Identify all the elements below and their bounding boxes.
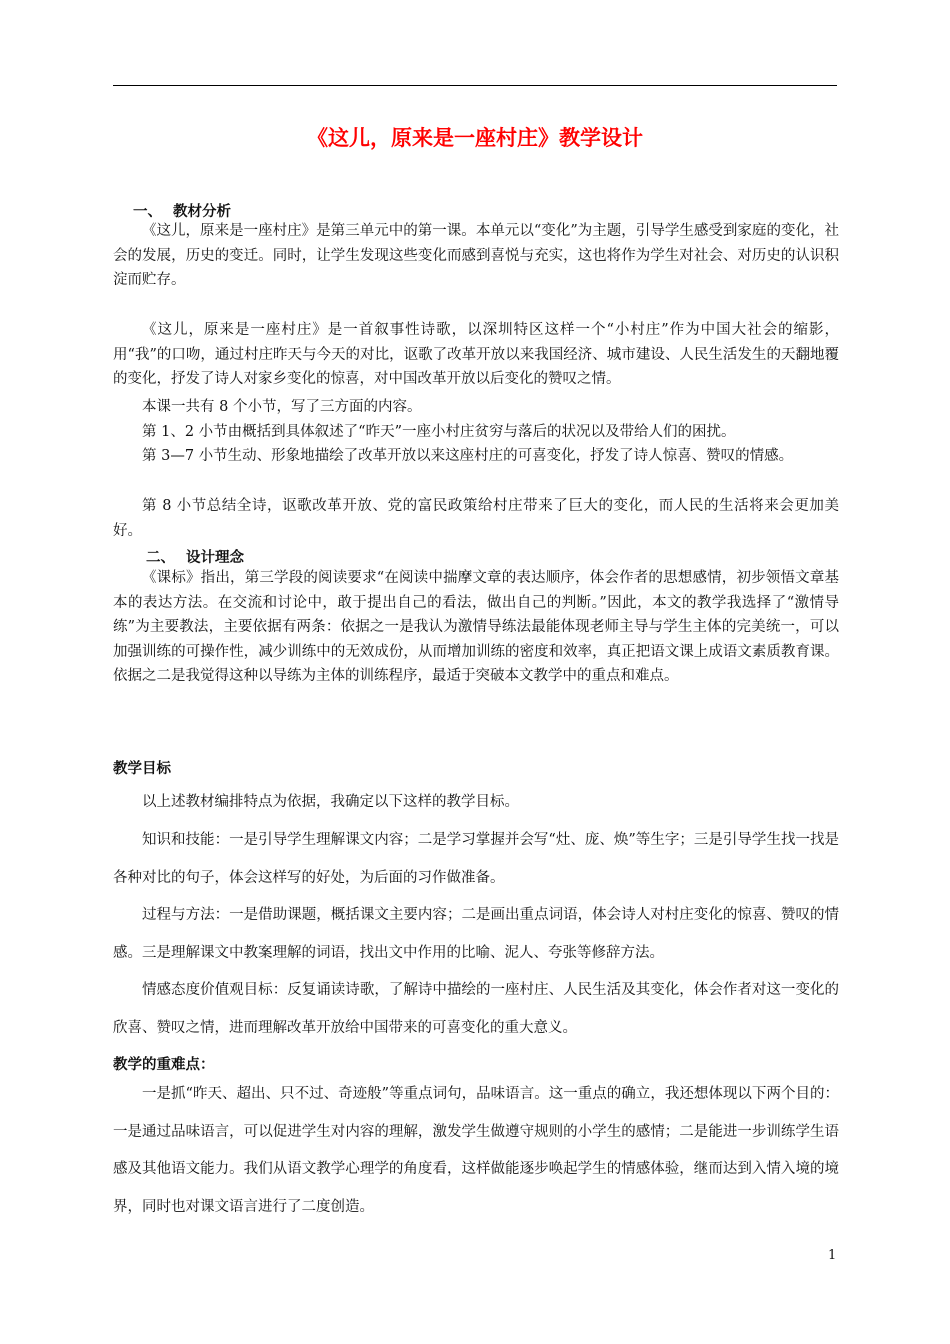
paragraph: 第 3—7 小节生动、形象地描绘了改革开放以来这座村庄的可喜变化，抒发了诗人惊喜、赞叹的情感。 xyxy=(142,448,794,464)
section-title: 教材分析 xyxy=(173,204,231,220)
paragraph: 情感态度价值观目标：反复诵读诗歌，了解诗中描绘的一座村庄、人民生活及其变化，体会作者对这一变化的欣喜、赞叹之情，进而理解改革开放给中国带来的可喜变化的重大意义。 xyxy=(113,982,839,1036)
paragraph: 《这儿，原来是一座村庄》是第三单元中的第一课。本单元以“变化”为主题，引导学生感受到家庭的变化，社会的发展，历史的变迁。同时，让学生发现这些变化而感到喜悦与充实，这也将作为学生对社会、对历史的认识积淀而贮存。 xyxy=(113,223,839,288)
section-number: 一、 xyxy=(133,204,162,220)
paragraph: 第 1、2 小节由概括到具体叙述了“昨天”一座小村庄贫穷与落后的状况以及带给人们的困扰。 xyxy=(142,424,736,440)
page-number: 1 xyxy=(828,1248,837,1263)
paragraph: 第 8 小节总结全诗，讴歌改革开放、党的富民政策给村庄带来了巨大的变化，而人民的生活将来会更加美好。 xyxy=(113,498,839,539)
paragraph: 一是抓“昨天、超出、只不过、奇迹般”等重点词句，品味语言。这一重点的确立，我还想体现以下两个目的：一是通过品味语言，可以促进学生对内容的理解，激发学生做遵守规则的小学生的感情；二是能进一步训练学生语感及其他语文能力。我们从语文教学心理学的角度看，这样做能逐步唤起学生的情感体验，继而达到入情入境的境界，同时也对课文语言进行了二度创造。 xyxy=(113,1086,839,1215)
header-rule xyxy=(113,85,837,86)
paragraph: 知识和技能：一是引导学生理解课文内容；二是学习掌握并会写“灶、庞、焕”等生字；三是引导学生找一找是各种对比的句子，体会这样写的好处，为后面的习作做准备。 xyxy=(113,832,839,886)
paragraph: 《课标》指出，第三学段的阅读要求“在阅读中揣摩文章的表达顺序，体会作者的思想感情，初步领悟文章基本的表达方法。在交流和讨论中，敢于提出自己的看法，做出自己的判断。”因此，本文的教学我选择了“激情导练”为主要教法，主要依据有两条：依据之一是我认为激情导练法最能体现老师主导与学生主体的完美统一，可以加强训练的可操作性，减少训练中的无效成份，从而增加训练的密度和效率，真正把语文课上成语文素质教育课。依据之二是我觉得这种以导练为主体的训练程序，最适于突破本文教学中的重点和难点。 xyxy=(113,570,839,684)
goals-heading: 教学目标 xyxy=(113,761,171,777)
document-title: 《这儿，原来是一座村庄》教学设计 xyxy=(307,126,643,150)
paragraph: 本课一共有 8 个小节，写了三方面的内容。 xyxy=(142,399,422,415)
section-title: 设计理念 xyxy=(186,550,244,566)
section-heading-materials xyxy=(133,200,231,221)
section-number: 二、 xyxy=(146,550,175,566)
section-heading-concept xyxy=(146,546,244,567)
paragraph: 过程与方法：一是借助课题，概括课文主要内容；二是画出重点词语，体会诗人对村庄变化的惊喜、赞叹的情感。三是理解课文中教案理解的词语，找出文中作用的比喻、泥人、夸张等修辞方法。 xyxy=(113,907,839,961)
paragraph: 《这儿，原来是一座村庄》是一首叙事性诗歌，以深圳特区这样一个“小村庄”作为中国大社会的缩影，用“我”的口吻，通过村庄昨天与今天的对比，讴歌了改革开放以来我国经济、城市建设、人民生活发生的天翻地覆的变化，抒发了诗人对家乡变化的惊喜，对中国改革开放以后变化的赞叹之情。 xyxy=(113,322,839,387)
paragraph: 以上述教材编排特点为依据，我确定以下这样的教学目标。 xyxy=(142,794,519,810)
keypoints-heading: 教学的重难点： xyxy=(113,1057,215,1073)
